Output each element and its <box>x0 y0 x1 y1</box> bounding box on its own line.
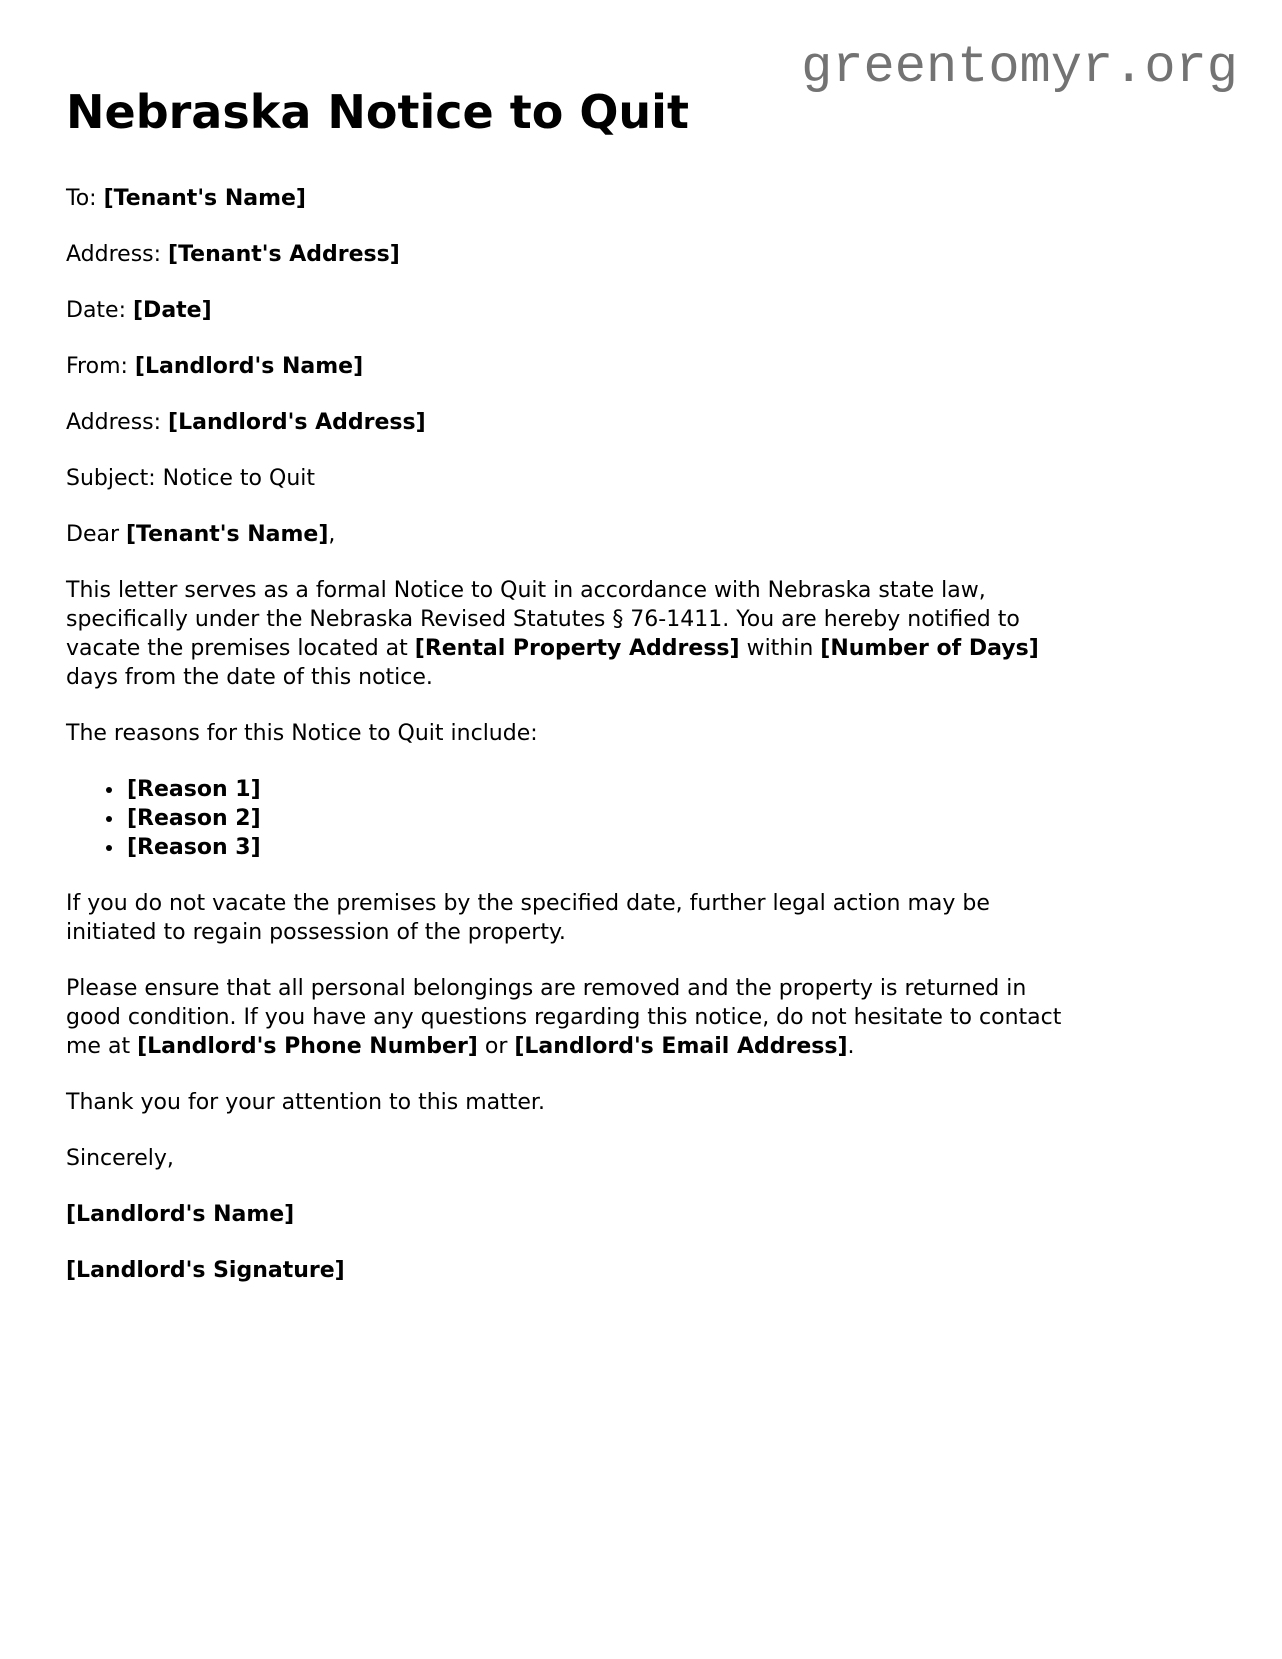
thanks-line: Thank you for your attention to this matter. <box>66 1090 545 1115</box>
contact-text-2: or <box>477 1034 515 1059</box>
field-subject <box>66 464 1072 493</box>
page-title: Nebraska Notice to Quit <box>66 85 689 139</box>
field-tenant-address <box>66 240 1072 269</box>
reasons-intro: The reasons for this Notice to Quit include: <box>66 721 538 746</box>
salutation-prefix: Dear <box>66 522 126 547</box>
salutation-tenant-name-placeholder: [Tenant's Name] <box>126 522 329 547</box>
salutation-suffix: , <box>328 522 336 547</box>
contact-paragraph <box>66 974 1072 1061</box>
field-from <box>66 352 1072 381</box>
notice-text-1: This letter serves as a formal Notice to Quit in accordance with Nebraska state law, specifically under the Nebraska Revised Statutes § 76-1411. You are hereby notified to vacate the premises located at <box>66 578 1020 661</box>
list-item <box>125 804 1072 833</box>
tenant-name-placeholder: [Tenant's Name] <box>103 186 306 211</box>
signature-name-placeholder: [Landlord's Name] <box>66 1202 295 1227</box>
watermark: greentomyr.org <box>801 38 1238 97</box>
contact-text-1: Please ensure that all personal belongings are removed and the property is returned in good condition. If you have any questions regarding this notice, do not hesitate to contact me at <box>66 976 1062 1059</box>
legal-action-paragraph: If you do not vacate the premises by the specified date, further legal action may be initiated to regain possession of the property. <box>66 891 990 945</box>
tenant-address-placeholder: [Tenant's Address] <box>168 242 400 267</box>
field-landlord-address <box>66 408 1072 437</box>
landlord-email-placeholder: [Landlord's Email Address] <box>514 1034 848 1059</box>
landlord-address-placeholder: [Landlord's Address] <box>168 410 426 435</box>
signature-placeholder: [Landlord's Signature] <box>66 1258 345 1283</box>
list-item <box>125 775 1072 804</box>
subject-value: Notice to Quit <box>162 466 316 491</box>
field-to-label: To: <box>66 186 104 211</box>
field-landlord-address-label: Address: <box>66 410 169 435</box>
field-date <box>66 296 1072 325</box>
field-date-label: Date: <box>66 298 133 323</box>
date-placeholder: [Date] <box>133 298 212 323</box>
landlord-name-placeholder: [Landlord's Name] <box>134 354 364 379</box>
reasons-list <box>66 775 1072 862</box>
field-subject-label: Subject: <box>66 466 163 491</box>
letter-content <box>66 0 1072 1312</box>
reason-3-placeholder: [Reason 3] <box>127 835 261 860</box>
landlord-phone-placeholder: [Landlord's Phone Number] <box>137 1034 478 1059</box>
contact-text-3: . <box>847 1034 855 1059</box>
salutation <box>66 520 1072 549</box>
number-of-days-placeholder: [Number of Days] <box>820 636 1039 661</box>
closing-line: Sincerely, <box>66 1146 174 1171</box>
field-tenant-address-label: Address: <box>66 242 169 267</box>
notice-text-2: within <box>739 636 821 661</box>
notice-paragraph <box>66 576 1072 692</box>
notice-text-3: days from the date of this notice. <box>66 665 433 690</box>
reason-1-placeholder: [Reason 1] <box>127 777 261 802</box>
reason-2-placeholder: [Reason 2] <box>127 806 261 831</box>
list-item <box>125 833 1072 862</box>
signature-line <box>66 1256 1072 1285</box>
signature-name <box>66 1200 1072 1229</box>
field-to <box>66 184 1072 213</box>
field-from-label: From: <box>66 354 135 379</box>
rental-property-address-placeholder: [Rental Property Address] <box>414 636 740 661</box>
